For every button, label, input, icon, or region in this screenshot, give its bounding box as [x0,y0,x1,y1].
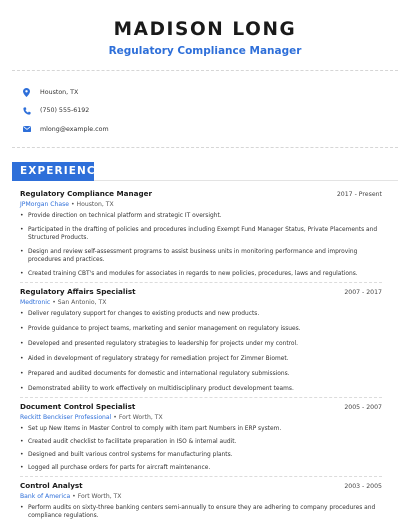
contact-email [22,120,109,138]
job-company-line [20,493,382,502]
job-role: Document Control Specialist [20,401,136,411]
job-dates: 2007 - 2017 [344,288,382,296]
job-entry [20,481,382,521]
contact-email-text: mlong@example.com [40,125,109,133]
job-entry [20,287,382,394]
job-bullet: • Design and review self-assessment programs to assist business units in monitoring performance and improving procedures and practices. [20,248,382,265]
job-bullet: • Developed and presented regulatory strategies to leadership for projects under my control. [20,340,382,349]
bullet-separator: • [52,298,58,306]
job-entry [20,402,382,473]
contact-divider [12,147,398,148]
bullet-separator: • [70,201,77,208]
job-bullet: • Designed and built various control systems for manufacturing plants. [20,451,382,460]
job-bullet: • Created training CBT's and modules for associates in regards to new policies, procedures, laws and regulations. [20,270,382,279]
candidate-name: MADISON LONG [113,19,297,40]
job-location: Houston, TX [76,201,114,208]
job-bullet: • Prepared and audited documents for domestic and international regulatory submissions. [20,370,382,379]
job-bullet: • Created audit checklist to facilitate preparation in ISO & internal audit. [20,438,382,447]
job-company: Medtronic [20,298,51,306]
job-role: Control Analyst [20,480,83,490]
job-bullet: • Deliver regulatory support for changes to existing products and new products. [20,310,382,319]
job-bullets [20,504,382,521]
section-heading-rule [94,180,398,181]
section-heading-experience: EXPERIENCE [20,165,104,177]
job-bullet: • Demonstrated ability to work effectively on multidisciplinary product development teams. [20,385,382,394]
contact-phone [22,102,109,120]
job-bullets [20,425,382,473]
job-bullet: • Participated in the drafting of policies and procedures including Exempt Fund Manager Status, Private Placements and Structured Products. [20,226,382,243]
bullet-separator: • [113,413,119,421]
header-divider [12,70,398,71]
job-company-line [20,414,382,423]
job-company: JPMorgan Chase [20,201,70,208]
job-location: San Antonio, TX [57,298,107,306]
contact-location [22,83,109,101]
job-divider [20,476,382,477]
experience-list [20,189,382,521]
job-dates: 2005 - 2007 [344,403,382,411]
resume-header [0,19,410,58]
location-pin-icon [22,88,31,97]
envelope-icon [22,125,31,134]
job-divider [20,397,382,398]
job-location: Fort Worth, TX [77,492,122,500]
job-bullets [20,212,382,279]
contact-location-text: Houston, TX [40,88,79,96]
phone-icon [22,106,31,115]
contact-phone-text: (750) 555-6192 [40,107,90,114]
job-role: Regulatory Compliance Manager [20,189,153,198]
job-role: Regulatory Affairs Specialist [20,286,136,296]
job-company: Bank of America [20,492,71,500]
job-bullets [20,310,382,394]
job-bullet: • Provide direction on technical platform and strategic IT oversight. [20,212,382,221]
job-bullet: • Perform audits on sixty-three banking centers semi-annually to ensure they are adhering to company procedures and compliance regulations. [20,504,382,521]
job-company: Reckitt Benckiser Professional [20,413,112,421]
job-company-line [20,299,382,308]
job-bullet: • Logged all purchase orders for parts for aircraft maintenance. [20,464,382,473]
contact-list [22,83,109,139]
job-location: Fort Worth, TX [118,413,163,421]
job-entry [20,189,382,279]
job-dates: 2017 - Present [336,191,382,198]
bullet-separator: • [72,492,78,500]
job-title: Regulatory Compliance Manager [108,45,302,57]
job-divider [20,282,382,283]
job-bullet: • Aided in development of regulatory strategy for remediation project for Zimmer Biomet. [20,355,382,364]
job-dates: 2003 - 2005 [344,482,382,490]
job-bullet: • Provide guidance to project teams, marketing and senior management on regulatory issues. [20,325,382,334]
job-company-line [20,201,382,210]
job-bullet: • Set up New Items in Master Control to comply with item part Numbers in ERP system. [20,425,382,434]
